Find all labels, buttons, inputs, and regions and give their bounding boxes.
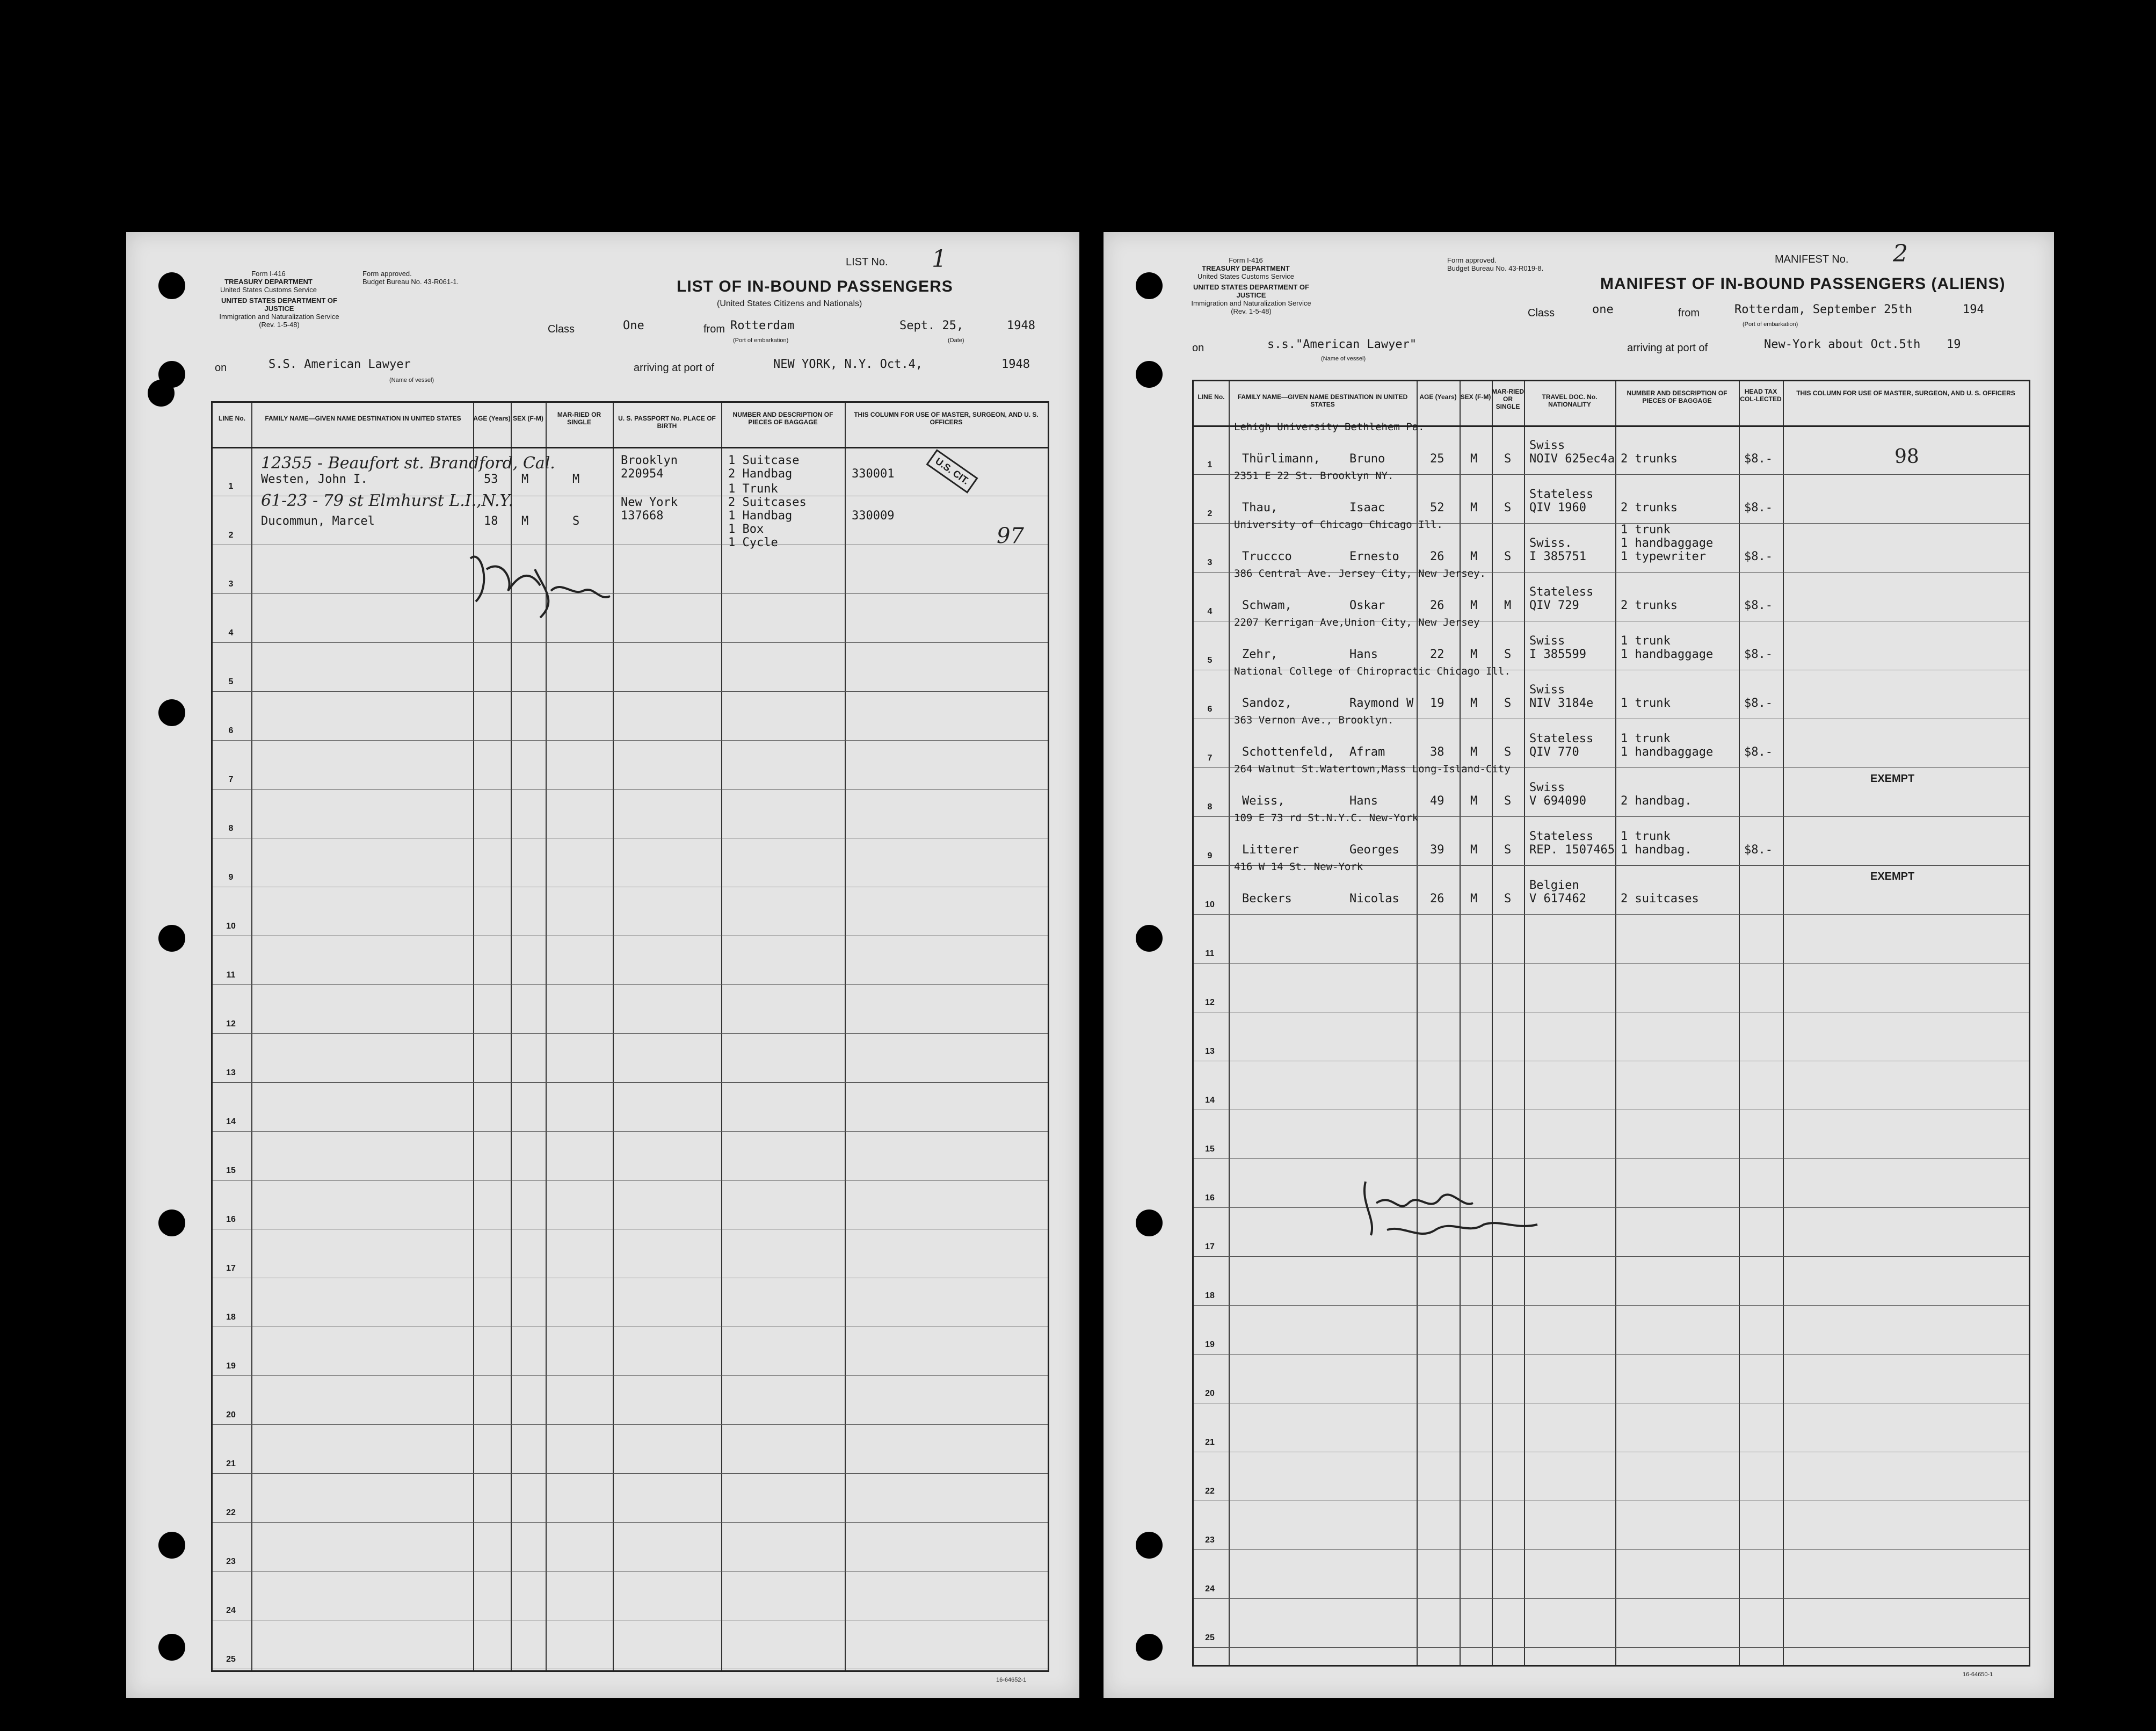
- row2-destination: 61-23 - 79 st Elmhurst L.I.,N.Y.: [261, 491, 514, 510]
- from-label: from: [1678, 307, 1700, 319]
- row10-age: 26: [1430, 892, 1444, 906]
- col-header-head-tax: HEAD TAX COL-LECTED: [1740, 388, 1782, 403]
- budget-bureau: Budget Bureau No. 43-R019-8.: [1447, 264, 1544, 272]
- row-rule: [1194, 1256, 2029, 1257]
- line-number: 9: [228, 873, 234, 882]
- revision: (Rev. 1-5-48): [259, 321, 300, 329]
- row4-nationality: Stateless: [1529, 585, 1594, 599]
- row3-family-name: Truccco: [1242, 550, 1292, 563]
- line-number: 18: [226, 1313, 236, 1322]
- form-heading-block: [1184, 256, 1308, 280]
- line-number: 8: [228, 824, 234, 833]
- row3-sex: M: [1470, 550, 1478, 563]
- row-rule: [213, 1131, 1048, 1132]
- punch-hole: [158, 699, 185, 726]
- line-number: 14: [1205, 1096, 1215, 1105]
- row1-married: M: [572, 473, 580, 486]
- row4-married: M: [1504, 599, 1512, 612]
- ins-service: Immigration and Naturalization Service: [1191, 299, 1311, 307]
- row1-name: Westen, John I.: [261, 473, 368, 486]
- row1-age: 53: [484, 473, 498, 486]
- count-number: 97: [997, 524, 1024, 548]
- justice-heading-block: [1181, 283, 1321, 315]
- punch-hole: [1136, 1209, 1163, 1236]
- line-number: 6: [228, 726, 234, 735]
- left-page-us-citizens-list: [126, 232, 1079, 1698]
- row2-travel-doc: QIV 1960: [1529, 501, 1586, 515]
- customs-service: United States Customs Service: [1197, 272, 1294, 280]
- approval-block: [1447, 256, 1543, 272]
- punch-hole: [148, 380, 175, 407]
- line-number: 5: [228, 677, 234, 686]
- line-number: 1: [1207, 460, 1213, 469]
- row8-married: S: [1504, 794, 1512, 808]
- row7-baggage-2: 1 handbaggage: [1621, 745, 1714, 759]
- row-rule: [213, 984, 1048, 985]
- col-header-age: AGE (Years): [473, 415, 511, 422]
- line-number: 15: [1205, 1145, 1215, 1154]
- row5-head-tax: $8.-: [1744, 648, 1773, 661]
- row5-baggage-2: 1 handbaggage: [1621, 648, 1714, 661]
- passenger-table: [211, 401, 1049, 1672]
- row6-married: S: [1504, 697, 1512, 710]
- row4-given-name: Oskar: [1349, 599, 1385, 612]
- col-header-sex: SEX (F-M): [513, 415, 543, 422]
- row7-sex: M: [1470, 745, 1478, 759]
- row2-married: S: [572, 515, 580, 528]
- row7-family-name: Schottenfeld,: [1242, 745, 1335, 759]
- row5-married: S: [1504, 648, 1512, 661]
- row-rule: [213, 1082, 1048, 1083]
- punch-hole: [1136, 1634, 1163, 1661]
- justice-dept: UNITED STATES DEPARTMENT OF JUSTICE: [221, 296, 337, 313]
- line-number: 3: [228, 580, 234, 589]
- row9-baggage-1: 1 trunk: [1621, 830, 1671, 843]
- row10-married: S: [1504, 892, 1512, 906]
- vessel-name: S.S. American Lawyer: [268, 358, 411, 371]
- budget-bureau: Budget Bureau No. 43-R061-1.: [362, 278, 459, 286]
- form-approved: Form approved.: [362, 270, 412, 278]
- line-number: 16: [226, 1215, 236, 1224]
- treasury-dept: TREASURY DEPARTMENT: [224, 278, 313, 286]
- arrival-year: 19: [1947, 338, 1961, 351]
- class-label: Class: [548, 323, 575, 335]
- line-number: 18: [1205, 1291, 1215, 1300]
- line-number: 25: [226, 1655, 236, 1664]
- row2-married: S: [1504, 501, 1512, 515]
- row6-head-tax: $8.-: [1744, 697, 1773, 710]
- line-number: 23: [226, 1557, 236, 1566]
- list-number: 1: [932, 245, 947, 273]
- line-number: 17: [1205, 1242, 1215, 1251]
- page-subtitle: (United States Citizens and Nationals): [717, 299, 862, 308]
- col-header-passport: U. S. PASSPORT No. PLACE OF BIRTH: [618, 415, 716, 430]
- line-number: 24: [1205, 1584, 1215, 1594]
- row9-destination: 109 E 73 rd St.N.Y.C. New-York: [1234, 812, 1419, 824]
- punch-hole: [158, 1634, 185, 1661]
- row2-baggage-5: 1 Cycle: [728, 536, 778, 549]
- embarkation-port: Rotterdam, September 25th: [1734, 303, 1913, 316]
- punch-hole: [1136, 1532, 1163, 1559]
- form-number: Form I-416: [1229, 256, 1263, 264]
- row1-officer-number: 330001: [852, 467, 895, 481]
- col-header-name: FAMILY NAME—GIVEN NAME DESTINATION IN UNITED STATES: [265, 415, 461, 422]
- vessel-note: (Name of vessel): [389, 377, 434, 383]
- revision: (Rev. 1-5-48): [1231, 307, 1272, 315]
- vessel-name: s.s."American Lawyer": [1267, 338, 1417, 351]
- row8-travel-doc: V 694090: [1529, 794, 1586, 808]
- row-rule: [1194, 1598, 2029, 1599]
- row9-married: S: [1504, 843, 1512, 857]
- line-number: 19: [1205, 1340, 1215, 1349]
- list-number-label: LIST No.: [846, 256, 888, 268]
- row2-baggage-4: 1 Box: [728, 523, 764, 536]
- line-number: 23: [1205, 1536, 1215, 1545]
- treasury-dept: TREASURY DEPARTMENT: [1202, 264, 1290, 272]
- row-rule: [1194, 963, 2029, 964]
- justice-heading-block: [209, 296, 349, 329]
- row1-head-tax: $8.-: [1744, 452, 1773, 466]
- row7-age: 38: [1430, 745, 1444, 759]
- row2-sex: M: [521, 515, 529, 528]
- row3-age: 26: [1430, 550, 1444, 563]
- row5-sex: M: [1470, 648, 1478, 661]
- punch-hole: [1136, 925, 1163, 952]
- embarkation-port: Rotterdam: [730, 319, 795, 332]
- row2-age: 52: [1430, 501, 1444, 515]
- row4-age: 26: [1430, 599, 1444, 612]
- row7-travel-doc: QIV 770: [1529, 745, 1579, 759]
- row1-baggage-1: 1 Suitcase: [728, 454, 800, 467]
- line-number: 4: [1207, 607, 1213, 616]
- class-value: one: [1592, 303, 1614, 316]
- us-citizen-stamp: U.S. CIT.: [926, 449, 978, 494]
- col-header-married: MAR-RIED OR SINGLE: [1492, 388, 1524, 410]
- row7-married: S: [1504, 745, 1512, 759]
- row-rule: [213, 1473, 1048, 1474]
- approval-block: [362, 270, 459, 286]
- row-rule: [1194, 1158, 2029, 1159]
- row4-family-name: Schwam,: [1242, 599, 1292, 612]
- row8-destination: 264 Walnut St.Watertown,Mass Long-Island-City: [1234, 763, 1511, 775]
- row8-nationality: Swiss: [1529, 781, 1565, 794]
- row9-given-name: Georges: [1349, 843, 1399, 857]
- row2-baggage-1: 1 Trunk: [728, 482, 778, 496]
- row6-destination: National College of Chiropractic Chicago Ill.: [1234, 665, 1511, 677]
- row1-destination: 12355 - Beaufort st. Brandford, Cal.: [261, 454, 555, 473]
- line-number: 20: [226, 1410, 236, 1419]
- ins-service: Immigration and Naturalization Service: [219, 313, 339, 321]
- row3-baggage-1: 1 trunk: [1621, 523, 1671, 537]
- row9-head-tax: $8.-: [1744, 843, 1773, 857]
- line-number: 14: [226, 1117, 236, 1126]
- officer-signature: [460, 537, 631, 644]
- row2-birthplace: New York: [621, 496, 678, 509]
- arriving-label: arriving at port of: [1627, 342, 1708, 354]
- row4-head-tax: $8.-: [1744, 599, 1773, 612]
- col-header-name: FAMILY NAME—GIVEN NAME DESTINATION IN UNITED STATES: [1237, 393, 1408, 408]
- row1-nationality: Swiss: [1529, 439, 1565, 452]
- vessel-note: (Name of vessel): [1321, 356, 1366, 362]
- row1-destination: Lehigh University Bethlehem Pa.: [1234, 421, 1425, 433]
- from-label: from: [703, 323, 725, 335]
- row10-sex: M: [1470, 892, 1478, 906]
- class-value: One: [623, 319, 644, 332]
- row-rule: [213, 691, 1048, 692]
- on-label: on: [1192, 342, 1204, 354]
- row2-given-name: Isaac: [1349, 501, 1385, 515]
- form-heading-block: [207, 270, 330, 294]
- line-number: 13: [1205, 1047, 1215, 1056]
- line-number: 7: [1207, 754, 1213, 763]
- row4-travel-doc: QIV 729: [1529, 599, 1579, 612]
- row3-destination: University of Chicago Chicago Ill.: [1234, 519, 1443, 531]
- row8-exempt-status: EXEMPT: [1870, 773, 1915, 785]
- form-approved: Form approved.: [1447, 256, 1497, 264]
- row-rule: [213, 740, 1048, 741]
- col-header-line: LINE No.: [219, 415, 245, 422]
- row10-nationality: Belgien: [1529, 879, 1579, 892]
- footer-code: 16-64652-1: [996, 1677, 1027, 1683]
- row2-baggage-2: 2 Suitcases: [728, 496, 807, 509]
- row9-baggage-2: 1 handbag.: [1621, 843, 1692, 857]
- row7-destination: 363 Vernon Ave., Brooklyn.: [1234, 714, 1394, 726]
- line-number: 25: [1205, 1633, 1215, 1642]
- arrival-port: New-York about Oct.5th: [1764, 338, 1921, 351]
- row1-family-name: Thürlimann,: [1242, 452, 1320, 466]
- row5-age: 22: [1430, 648, 1444, 661]
- col-header-sex: SEX (F-M): [1460, 393, 1491, 401]
- row9-nationality: Stateless: [1529, 830, 1594, 843]
- line-number: 21: [226, 1459, 236, 1468]
- col-header-line: LINE No.: [1197, 393, 1225, 401]
- line-number: 6: [1207, 705, 1213, 714]
- manifest-number: 2: [1893, 240, 1908, 267]
- row7-given-name: Afram: [1349, 745, 1385, 759]
- row6-travel-doc: NIV 3184e: [1529, 697, 1594, 710]
- page-title: MANIFEST OF IN-BOUND PASSENGERS (ALIENS): [1600, 275, 2006, 293]
- row-rule: [213, 1033, 1048, 1034]
- row7-nationality: Stateless: [1529, 732, 1594, 745]
- page-title: LIST OF IN-BOUND PASSENGERS: [677, 278, 953, 295]
- row3-baggage-3: 1 typewriter: [1621, 550, 1706, 563]
- row8-age: 49: [1430, 794, 1444, 808]
- line-number: 10: [1205, 900, 1215, 909]
- row1-sex: M: [521, 473, 529, 486]
- footer-code: 16-64650-1: [1963, 1671, 1993, 1678]
- line-number: 19: [226, 1361, 236, 1371]
- row6-nationality: Swiss: [1529, 683, 1565, 697]
- line-number: 1: [228, 482, 234, 491]
- row7-head-tax: $8.-: [1744, 745, 1773, 759]
- punch-hole: [158, 1532, 185, 1559]
- col-header-baggage: NUMBER AND DESCRIPTION OF PIECES OF BAGGAGE: [732, 411, 833, 426]
- col-header-age: AGE (Years): [1419, 393, 1457, 401]
- row1-married: S: [1504, 452, 1512, 466]
- row5-nationality: Swiss: [1529, 634, 1565, 648]
- form-number: Form I-416: [251, 270, 286, 278]
- row10-family-name: Beckers: [1242, 892, 1292, 906]
- arriving-label: arriving at port of: [634, 362, 715, 374]
- punch-hole: [158, 272, 185, 299]
- row10-destination: 416 W 14 St. New-York: [1234, 861, 1363, 873]
- punch-hole: [1136, 361, 1163, 388]
- row-rule: [213, 1424, 1048, 1425]
- embarkation-year: 1948: [1007, 319, 1035, 332]
- embarkation-date: Sept. 25,: [899, 319, 964, 332]
- col-header-married: MAR-RIED OR SINGLE: [557, 411, 601, 426]
- row8-baggage-1: 2 handbag.: [1621, 794, 1692, 808]
- row1-travel-doc: NOIV 625ec4a: [1529, 452, 1615, 466]
- row1-birthplace: Brooklyn: [621, 454, 678, 467]
- line-number: 10: [226, 922, 236, 931]
- row-rule: [1194, 1207, 2029, 1208]
- row2-baggage-1: 2 trunks: [1621, 501, 1678, 515]
- officer-signature: [1355, 1171, 1580, 1251]
- row2-baggage-3: 1 Handbag: [728, 509, 793, 523]
- class-label: Class: [1528, 307, 1555, 319]
- row4-destination: 386 Central Ave. Jersey City, New Jersey.: [1234, 568, 1486, 580]
- punch-hole: [158, 925, 185, 952]
- line-number: 22: [1205, 1487, 1215, 1496]
- row-rule: [1194, 1647, 2029, 1648]
- row4-baggage-1: 2 trunks: [1621, 599, 1678, 612]
- row-rule: [213, 1375, 1048, 1376]
- punch-hole: [158, 1209, 185, 1236]
- col-header-travel-doc: TRAVEL DOC. No. NATIONALITY: [1542, 393, 1598, 408]
- row-rule: [213, 789, 1048, 790]
- line-number: 15: [226, 1166, 236, 1175]
- row7-baggage-1: 1 trunk: [1621, 732, 1671, 745]
- row9-age: 39: [1430, 843, 1444, 857]
- line-number: 11: [1205, 949, 1215, 958]
- line-number: 13: [226, 1068, 236, 1077]
- on-label: on: [215, 362, 227, 374]
- row-rule: [1194, 1354, 2029, 1355]
- line-number: 7: [228, 775, 234, 784]
- row5-family-name: Zehr,: [1242, 648, 1278, 661]
- line-number: 21: [1205, 1438, 1215, 1447]
- row2-family-name: Thau,: [1242, 501, 1278, 515]
- line-number: 20: [1205, 1389, 1215, 1398]
- row6-given-name: Raymond W: [1349, 697, 1414, 710]
- row3-head-tax: $8.-: [1744, 550, 1773, 563]
- row2-officer-number: 330009: [852, 509, 895, 523]
- col-header-baggage: NUMBER AND DESCRIPTION OF PIECES OF BAGGAGE: [1627, 389, 1727, 404]
- row3-baggage-2: 1 handbaggage: [1621, 537, 1714, 550]
- row2-head-tax: $8.-: [1744, 501, 1773, 515]
- justice-dept: UNITED STATES DEPARTMENT OF JUSTICE: [1193, 283, 1309, 299]
- row9-travel-doc: REP. 1507465: [1529, 843, 1615, 857]
- row10-travel-doc: V 617462: [1529, 892, 1586, 906]
- row6-baggage-1: 1 trunk: [1621, 697, 1671, 710]
- right-page-aliens-manifest: [1104, 232, 2054, 1698]
- line-number: 2: [228, 531, 234, 540]
- line-number: 5: [1207, 656, 1213, 665]
- line-number: 3: [1207, 558, 1213, 567]
- row5-baggage-1: 1 trunk: [1621, 634, 1671, 648]
- col-header-officers: THIS COLUMN FOR USE OF MASTER, SURGEON, AND U. S. OFFICERS: [854, 411, 1039, 426]
- row1-given-name: Bruno: [1349, 452, 1385, 466]
- row2-name: Ducommun, Marcel: [261, 515, 375, 528]
- row2-nationality: Stateless: [1529, 488, 1594, 501]
- row10-given-name: Nicolas: [1349, 892, 1399, 906]
- row2-age: 18: [484, 515, 498, 528]
- row8-sex: M: [1470, 794, 1478, 808]
- line-number: 22: [226, 1508, 236, 1517]
- row2-destination: 2351 E 22 St. Brooklyn NY.: [1234, 470, 1394, 482]
- line-number: 9: [1207, 851, 1213, 860]
- row8-family-name: Weiss,: [1242, 794, 1285, 808]
- line-number: 17: [226, 1264, 236, 1273]
- port-note: (Port of embarkation): [1743, 321, 1798, 328]
- line-number: 12: [1205, 998, 1215, 1007]
- row5-travel-doc: I 385599: [1529, 648, 1586, 661]
- customs-service: United States Customs Service: [220, 286, 317, 294]
- manifest-number-label: MANIFEST No.: [1775, 254, 1849, 265]
- line-number: 16: [1205, 1193, 1215, 1203]
- row1-baggage-1: 2 trunks: [1621, 452, 1678, 466]
- line-number: 2: [1207, 509, 1213, 518]
- date-note: (Date): [948, 337, 964, 344]
- row6-age: 19: [1430, 697, 1444, 710]
- embarkation-year: 194: [1963, 303, 1984, 316]
- arrival-port: NEW YORK, N.Y. Oct.4,: [773, 358, 923, 371]
- count-number: 98: [1894, 446, 1919, 468]
- port-note: (Port of embarkation): [733, 337, 789, 344]
- row9-family-name: Litterer: [1242, 843, 1299, 857]
- row3-travel-doc: I 385751: [1529, 550, 1586, 563]
- row2-passport: 137668: [621, 509, 664, 523]
- row3-married: S: [1504, 550, 1512, 563]
- row1-baggage-2: 2 Handbag: [728, 467, 793, 481]
- row6-family-name: Sandoz,: [1242, 697, 1292, 710]
- row2-sex: M: [1470, 501, 1478, 515]
- row1-age: 25: [1430, 452, 1444, 466]
- line-number: 4: [228, 628, 234, 638]
- row-rule: [1194, 914, 2029, 915]
- row4-sex: M: [1470, 599, 1478, 612]
- row1-sex: M: [1470, 452, 1478, 466]
- row8-given-name: Hans: [1349, 794, 1378, 808]
- arrival-year: 1948: [1001, 358, 1030, 371]
- line-number: 12: [226, 1019, 236, 1029]
- line-number: 11: [226, 970, 236, 980]
- line-number: 24: [226, 1606, 236, 1615]
- punch-hole: [1136, 272, 1163, 299]
- passenger-table: [1192, 380, 2030, 1667]
- row9-sex: M: [1470, 843, 1478, 857]
- line-number: 8: [1207, 802, 1213, 812]
- row3-given-name: Ernesto: [1349, 550, 1399, 563]
- row10-exempt-status: EXEMPT: [1870, 871, 1915, 882]
- row-rule: [213, 1522, 1048, 1523]
- row10-baggage-1: 2 suitcases: [1621, 892, 1699, 906]
- row6-sex: M: [1470, 697, 1478, 710]
- row5-destination: 2207 Kerrigan Ave,Union City, New Jersey: [1234, 617, 1480, 628]
- row1-passport: 220954: [621, 467, 664, 481]
- row5-given-name: Hans: [1349, 648, 1378, 661]
- col-header-officers: THIS COLUMN FOR USE OF MASTER, SURGEON, AND U. S. OFFICERS: [1796, 389, 2015, 397]
- row3-nationality: Swiss.: [1529, 537, 1572, 550]
- row-rule: [1194, 1549, 2029, 1550]
- row-rule: [1194, 1305, 2029, 1306]
